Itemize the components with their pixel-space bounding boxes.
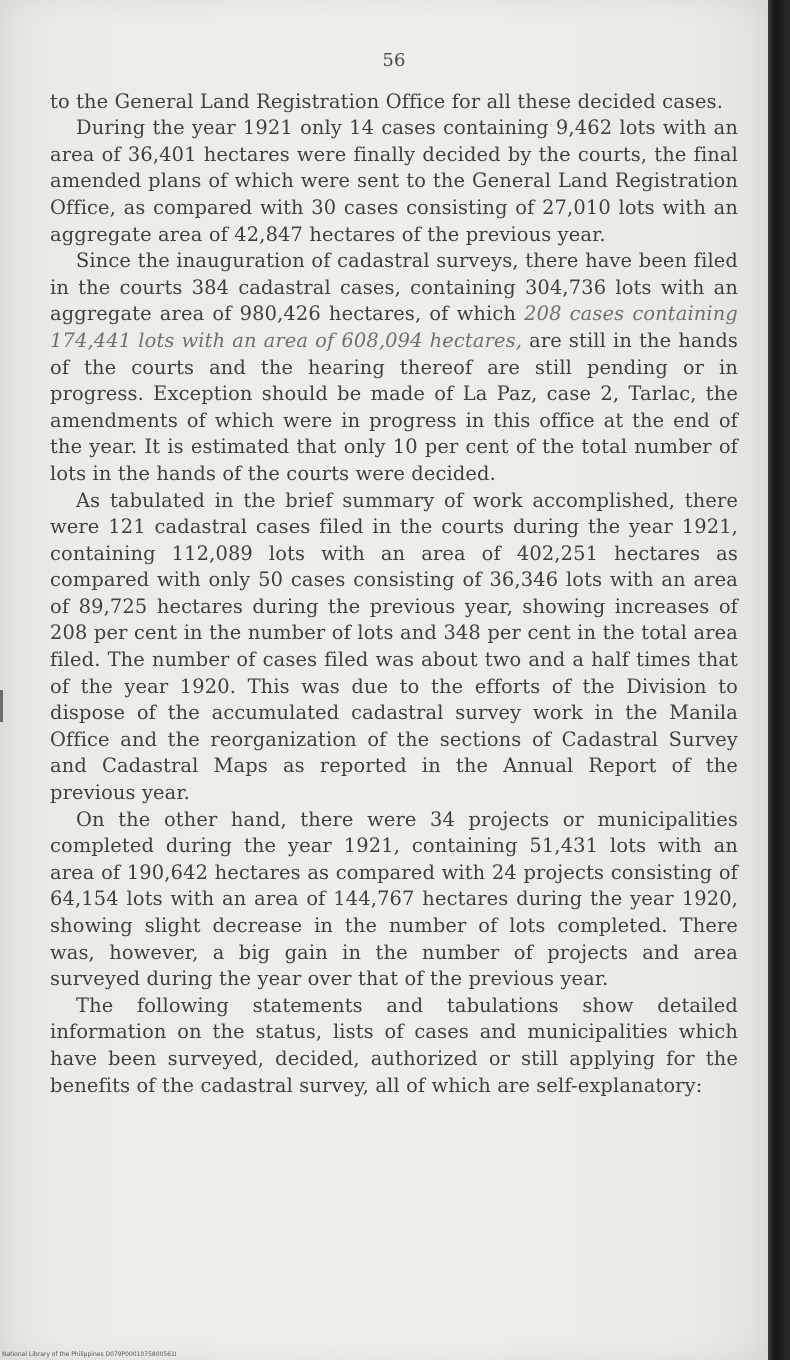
paragraph-text: are still in the hands of the courts and the hearing thereof are still pending or in progress. Exception should be made of La Paz, case 2, Tarlac, the amendments of which were in progress in this office at the end of the year. It is estimated that only 10 per cent of the total number of lots in the hands of the courts were decided. — [50, 328, 738, 485]
book-spine-shadow — [768, 0, 790, 1360]
italic-emphasis-text: 208 cases containing 174,441 lots with an area of 608,094 hectares, — [50, 302, 738, 352]
page-text-block — [50, 48, 738, 1099]
paragraph-text: to the General Land Registration Office for all these decided cases. — [50, 89, 724, 113]
paragraph-projects-completed — [50, 807, 738, 993]
paragraph-text: On the other hand, there were 34 projects or municipalities completed during the year 1921, containing 51,431 lots with an area of 190,642 hectares as compared with 24 projects consisting of 64,154 lots with an area of 144,767 hectares during the year 1920, showing slight decrease in the number of lots completed. There was, however, a big gain in the number of projects and area surveyed during the year over that of the previous year. — [50, 807, 738, 991]
paragraph-brief-summary — [50, 488, 738, 807]
paragraph-continuation — [50, 89, 738, 116]
page-edge-mark — [0, 690, 3, 722]
page-number: 56 — [382, 50, 406, 71]
paragraph-text: During the year 1921 only 14 cases containing 9,462 lots with an area of 36,401 hectares were finally decided by the courts, the final amended plans of which were sent to the General Land Registration Office, as compared with 30 cases consisting of 27,010 lots with an aggregate area of 42,847 hectares of the previous year. — [50, 116, 738, 246]
paragraph-text: As tabulated in the brief summary of work accomplished, there were 121 cadastral cases filed in the courts during the year 1921, containing 112,089 lots with an area of 402,251 hectares as compared with only 50 cases consisting of 36,346 lots with an area of 89,725 hectares during the previous year, showing increases of 208 per cent in the number of lots and 348 per cent in the total area filed. The number of cases filed was about two and a half times that of the year 1920. This was due to the efforts of the Division to dispose of the accumulated cadastral survey work in the Manila Office and the reorganization of the sections of Cadastral Survey and Cadastral Maps as reported in the Annual Report of the previous year. — [50, 488, 738, 805]
paragraph-text: Since the inauguration of cadastral surveys, there have been filed in the courts 384 cadastral cases, containing 304,736 lots with an aggregate area of 980,426 hectares, of which — [50, 249, 738, 326]
scan-footer-credit: National Library of the Philippines D079P0001075800561I — [2, 1351, 177, 1358]
paragraph-text: The following statements and tabulations show detailed information on the status, lists of cases and municipalities which have been surveyed, decided, authorized or still applying for the benefits of the cadastral survey, all of which are self-explanatory: — [50, 993, 738, 1097]
paragraph-cadastral-cases-filed — [50, 248, 738, 487]
paragraph-statements-tabulations — [50, 993, 738, 1099]
paragraph-1921-decided-cases — [50, 115, 738, 248]
